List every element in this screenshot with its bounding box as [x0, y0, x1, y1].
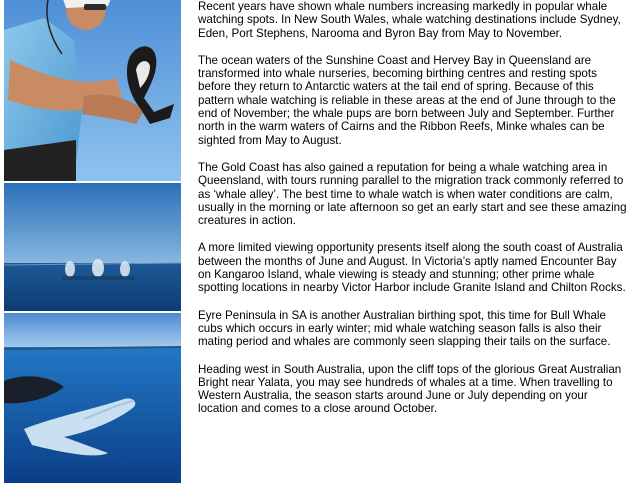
paragraph-south-coast: A more limited viewing opportunity presents itself along the south coast of Australia between the months of June and August. In Victoria’s aptly named Encounter Bay on Kangaroo Island, whale viewing is steady and stunning; other prime whale spotting locations in nearby Victor Harbor include Granite Island and Chilton Rocks. [198, 241, 626, 295]
humpback-underwater-image [4, 313, 181, 483]
photo-man-with-whale-model [4, 0, 181, 181]
man-with-whale-model-image [4, 0, 181, 181]
paragraph-nsw: Recent years have shown whale numbers increasing markedly in popular whale watching spots. In New South Wales, whale watching destinations include Sydney, Eden, Port Stephens, Narooma and Byron Bay from May to November. [198, 0, 621, 40]
photo-column [4, 0, 181, 483]
photo-whale-spouts [4, 183, 181, 311]
paragraph-eyre-peninsula: Eyre Peninsula in SA is another Australian birthing spot, this time for Bull Whale cubs which occurs in early winter; mid whale watching season falls is also their mating period and whales are commonly seen slapping their tails on the surface. [198, 308, 611, 349]
article-body [198, 0, 630, 430]
photo-humpback-underwater [4, 313, 181, 483]
whale-spouts-image [4, 183, 181, 311]
paragraph-queensland-nurseries: The ocean waters of the Sunshine Coast and Hervey Bay in Queensland are transformed into whale nurseries, becoming birthing centres and resting spots before they return to Antarctic waters at the tail end of spring. Because of this pattern whale watching is reliable in these areas at the end of June through to the end of November; the whale pups are born between July and September. Further north in the warm waters of Cairns and the Ribbon Reefs, Minke whales can be sighted from May to August. [198, 53, 616, 147]
paragraph-western-australia: Heading west in South Australia, upon the cliff tops of the glorious Great Australian Bright near Yalata, you may see hundreds of whales at a time. When travelling to Western Australia, the season starts around June or July depending on your location and comes to a close around October. [198, 362, 622, 416]
paragraph-gold-coast: The Gold Coast has also gained a reputation for being a whale watching area in Queensland, with tours running parallel to the migration track commonly referred to as ‘whale alley’. The best time to whale watch is when water conditions are calm, usually in the morning or late afternoon so get an early start and see these amazing creatures in action. [198, 160, 627, 228]
